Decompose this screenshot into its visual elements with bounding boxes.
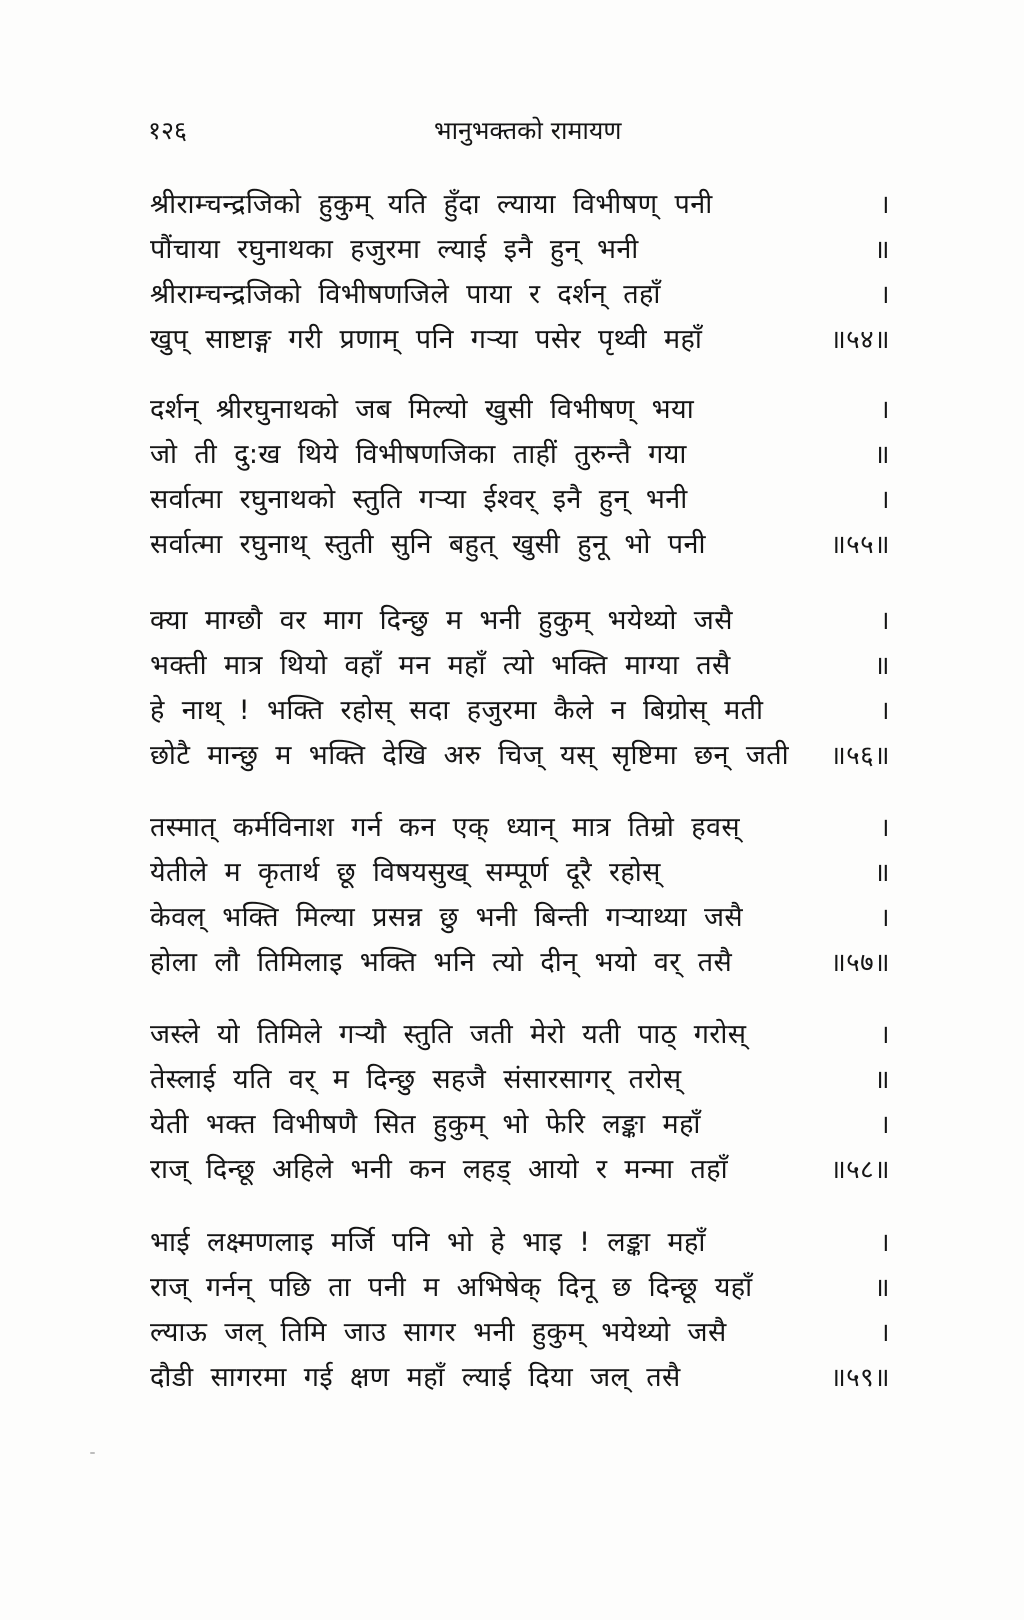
verse-text: छोटै मान्छु म भक्ति देखि अरु चिज् यस् सृष्टिमा छन् जती [150, 740, 790, 771]
verse-text: क्या माग्छौ वर माग दिन्छु म भनी हुकुम् भयेथ्यो जसै [150, 605, 733, 636]
verse-line [150, 1220, 890, 1265]
verse-text: तेस्लाई यति वर् म दिन्छु सहजै संसारसागर् तरोस् [150, 1064, 682, 1095]
verse-mark: । [879, 1110, 890, 1140]
verse-line [150, 1265, 890, 1310]
verse-line [150, 1102, 890, 1147]
verse-text: येतीले म कृतार्थ छू विषयसुख् सम्पूर्ण दूरै रहोस् [150, 857, 661, 888]
verse-mark: । [879, 903, 890, 933]
verse-mark: ॥ [874, 235, 890, 265]
stanza-58 [150, 1012, 890, 1192]
verse-text: भक्ती मात्र थियो वहाँ मन महाँ त्यो भक्ति माग्या तसै [150, 650, 731, 681]
verse-text: राज् गर्नन् पछि ता पनी म अभिषेक् दिनू छ दिन्छू यहाँ [150, 1272, 753, 1303]
verse-line [150, 805, 890, 850]
verse-line [150, 477, 890, 522]
verse-line [150, 733, 890, 778]
verse-line [150, 387, 890, 432]
verse-number-mark: ॥५४॥ [830, 325, 890, 355]
verse-line [150, 227, 890, 272]
verse-text: होला लौ तिमिलाइ भक्ति भनि त्यो दीन् भयो वर् तसै [150, 947, 733, 978]
verse-text: दर्शन् श्रीरघुनाथको जब मिल्यो खुसी विभीषण् भया [150, 394, 695, 425]
verse-mark: ॥ [874, 440, 890, 470]
verse-number-mark: ॥५७॥ [830, 948, 890, 978]
verse-mark: । [879, 813, 890, 843]
verse-text: जस्ले यो तिमिले गऱ्यौ स्तुति जती मेरो यती पाठ् गरोस् [150, 1019, 747, 1050]
verse-text: सर्वात्मा रघुनाथको स्तुति गऱ्या ईश्वर् इनै हुन् भनी [150, 484, 688, 515]
verse-number-mark: ॥५८॥ [830, 1155, 890, 1185]
verse-mark: । [879, 280, 890, 310]
verse-line [150, 1012, 890, 1057]
verse-line [150, 850, 890, 895]
verse-line [150, 940, 890, 985]
verse-line [150, 182, 890, 227]
verse-mark: । [879, 485, 890, 515]
verse-mark: । [879, 1020, 890, 1050]
verse-line [150, 272, 890, 317]
paper-speck [90, 1452, 95, 1454]
verse-mark: ॥ [874, 858, 890, 888]
verse-text: श्रीराम्चन्द्रजिको हुकुम् यति हुँदा ल्याया विभीषण् पनी [150, 189, 713, 220]
verse-line [150, 317, 890, 362]
verse-line [150, 1147, 890, 1192]
verse-number-mark: ॥५६॥ [830, 741, 890, 771]
verse-text: श्रीराम्चन्द्रजिको विभीषणजिले पाया र दर्शन् तहाँ [150, 279, 661, 310]
verse-mark: । [879, 190, 890, 220]
verse-mark: । [879, 696, 890, 726]
verse-line [150, 643, 890, 688]
verse-line [150, 895, 890, 940]
stanza-59 [150, 1220, 890, 1400]
stanza-54 [150, 182, 890, 362]
verse-mark: ॥ [874, 1273, 890, 1303]
verse-line [150, 522, 890, 567]
verse-mark: ॥ [874, 1065, 890, 1095]
verse-mark: ॥ [874, 651, 890, 681]
verse-mark: । [879, 1318, 890, 1348]
verse-text: भाई लक्ष्मणलाइ मर्जि पनि भो हे भाइ ! लङ्का महाँ [150, 1227, 706, 1258]
verse-text: येती भक्त विभीषणै सित हुकुम् भो फेरि लङ्का महाँ [150, 1109, 701, 1140]
verse-line [150, 688, 890, 733]
stanza-56 [150, 598, 890, 778]
verse-text: दौडी सागरमा गई क्षण महाँ ल्याई दिया जल् तसै [150, 1362, 681, 1393]
verse-text: हे नाथ् ! भक्ति रहोस् सदा हजुरमा कैले न बिग्रोस् मती [150, 695, 764, 726]
verse-text: राज् दिन्छू अहिले भनी कन लहड् आयो र मन्मा तहाँ [150, 1154, 729, 1185]
verse-number-mark: ॥५५॥ [830, 530, 890, 560]
running-title: भानुभक्तको रामायण [434, 116, 622, 145]
verse-text: सर्वात्मा रघुनाथ् स्तुती सुनि बहुत् खुसी हुनू भो पनी [150, 529, 706, 560]
verse-mark: । [879, 1228, 890, 1258]
verse-line [150, 432, 890, 477]
verse-mark: । [879, 395, 890, 425]
page-number: १२६ [148, 116, 188, 145]
verse-text: खुप् साष्टाङ्ग गरी प्रणाम् पनि गऱ्या पसेर पृथ्वी महाँ [150, 324, 703, 355]
page-header [148, 114, 848, 154]
verse-text: केवल् भक्ति मिल्या प्रसन्न छु भनी बिन्ती गऱ्याथ्या जसै [150, 902, 744, 933]
verse-line [150, 1310, 890, 1355]
verse-text: जो ती दु:ख थिये विभीषणजिका ताहीं तुरुन्तै गया [150, 439, 687, 470]
verse-mark: । [879, 606, 890, 636]
verse-text: पौंचाया रघुनाथका हजुरमा ल्याई इनै हुन् भनी [150, 234, 639, 265]
stanza-55 [150, 387, 890, 567]
stanza-57 [150, 805, 890, 985]
verse-line [150, 1355, 890, 1400]
verse-text: ल्याऊ जल् तिमि जाउ सागर भनी हुकुम् भयेथ्यो जसै [150, 1317, 727, 1348]
verse-line [150, 598, 890, 643]
verse-text: तस्मात् कर्मविनाश गर्न कन एक् ध्यान् मात्र तिम्रो हवस् [150, 812, 741, 843]
verse-number-mark: ॥५९॥ [830, 1363, 890, 1393]
verse-line [150, 1057, 890, 1102]
